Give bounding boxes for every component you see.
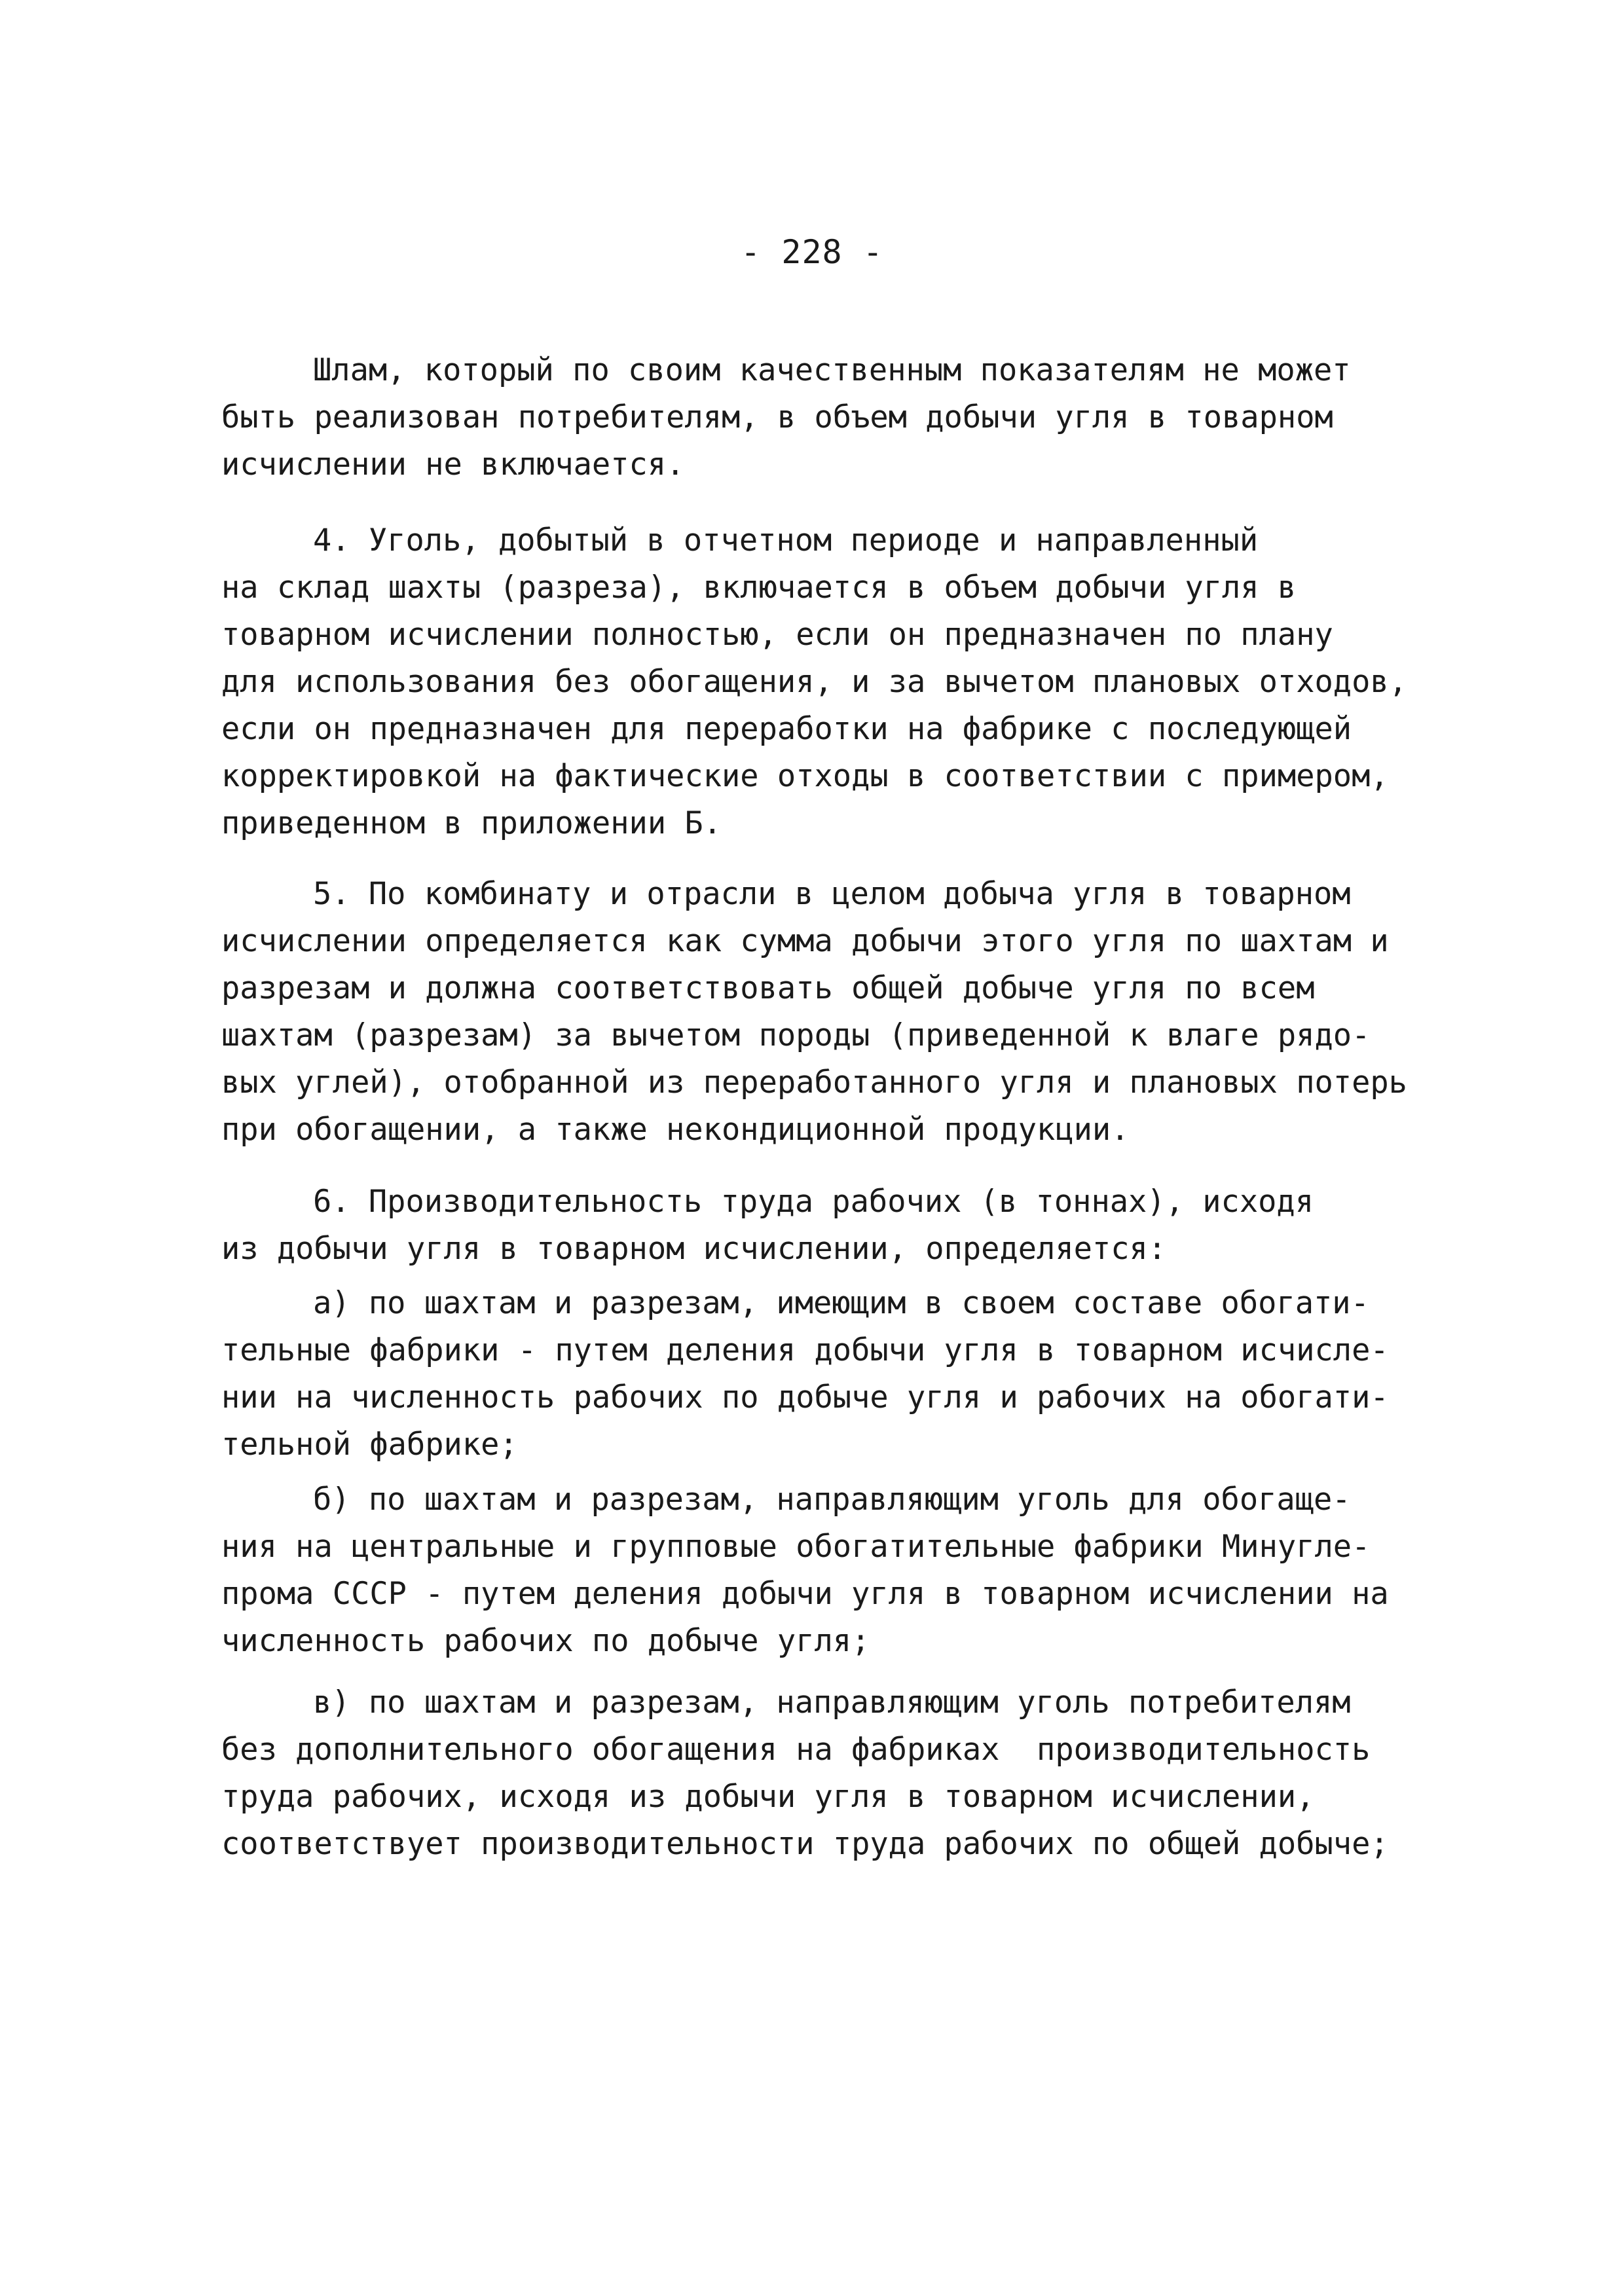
paragraph-sludge	[221, 347, 1466, 488]
text-line: исчислении не включается.	[221, 446, 685, 483]
text-line: разрезам и должна соответствовать общей добыче угля по всем	[221, 970, 1315, 1006]
text-line: в) по шахтам и разрезам, направляющим уголь потребителям	[313, 1685, 1351, 1721]
text-line: Шлам, который по своим качественным показателям не может	[313, 352, 1351, 388]
text-line: если он предназначен для переработки на фабрике с последующей	[221, 711, 1352, 747]
text-line: исчислении определяется как сумма добычи этого угля по шахтам и	[221, 923, 1389, 959]
text-line: ния на центральные и групповые обогатительные фабрики Минугле-	[221, 1529, 1371, 1565]
text-line: 6. Производительность труда рабочих (в тоннах), исходя	[313, 1184, 1314, 1220]
text-line: вых углей), отобранной из переработанного угля и плановых потерь	[221, 1065, 1407, 1101]
page-number: - 228 -	[741, 233, 883, 271]
text-line: товарном исчислении полностью, если он предназначен по плану	[221, 617, 1333, 653]
paragraph-item-6	[221, 1178, 1466, 1273]
text-line: приведенном в приложении Б.	[221, 805, 722, 841]
subitem-b	[221, 1476, 1466, 1665]
subitem-a	[221, 1280, 1466, 1468]
text-line: 5. По комбинату и отрасли в целом добыча угля в товарном	[313, 876, 1351, 912]
text-line: без дополнительного обогащения на фабриках производительность	[221, 1732, 1371, 1768]
text-line: соответствует производительности труда рабочих по общей добыче;	[221, 1826, 1389, 1862]
text-line: труда рабочих, исходя из добычи угля в товарном исчислении,	[221, 1779, 1315, 1815]
text-line: на склад шахты (разреза), включается в объем добычи угля в	[221, 570, 1297, 606]
text-line: а) по шахтам и разрезам, имеющим в своем составе обогати-	[313, 1285, 1369, 1321]
text-line: из добычи угля в товарном исчислении, определяется:	[221, 1231, 1167, 1267]
text-line: тельной фабрике;	[221, 1427, 518, 1463]
text-line: корректировкой на фактические отходы в соответствии с примером,	[221, 758, 1389, 794]
subitem-v	[221, 1679, 1466, 1868]
text-line: тельные фабрики - путем деления добычи угля в товарном исчисле-	[221, 1332, 1389, 1368]
text-line: численность рабочих по добыче угля;	[221, 1623, 870, 1659]
text-line: шахтам (разрезам) за вычетом породы (приведенной к влаге рядо-	[221, 1017, 1371, 1053]
text-line: б) по шахтам и разрезам, направляющим уголь для обогаще-	[313, 1482, 1351, 1518]
text-line: при обогащении, а также некондиционной продукции.	[221, 1112, 1130, 1148]
text-line: быть реализован потребителям, в объем добычи угля в товарном	[221, 399, 1333, 435]
text-line: прома СССР - путем деления добычи угля в товарном исчислении на	[221, 1576, 1389, 1612]
text-line: для использования без обогащения, и за вычетом плановых отходов,	[221, 664, 1407, 700]
paragraph-item-4	[221, 517, 1466, 847]
text-line: нии на численность рабочих по добыче угля и рабочих на обогати-	[221, 1379, 1389, 1415]
paragraph-item-5	[221, 871, 1466, 1154]
text-line: 4. Уголь, добытый в отчетном периоде и направленный	[313, 522, 1259, 558]
